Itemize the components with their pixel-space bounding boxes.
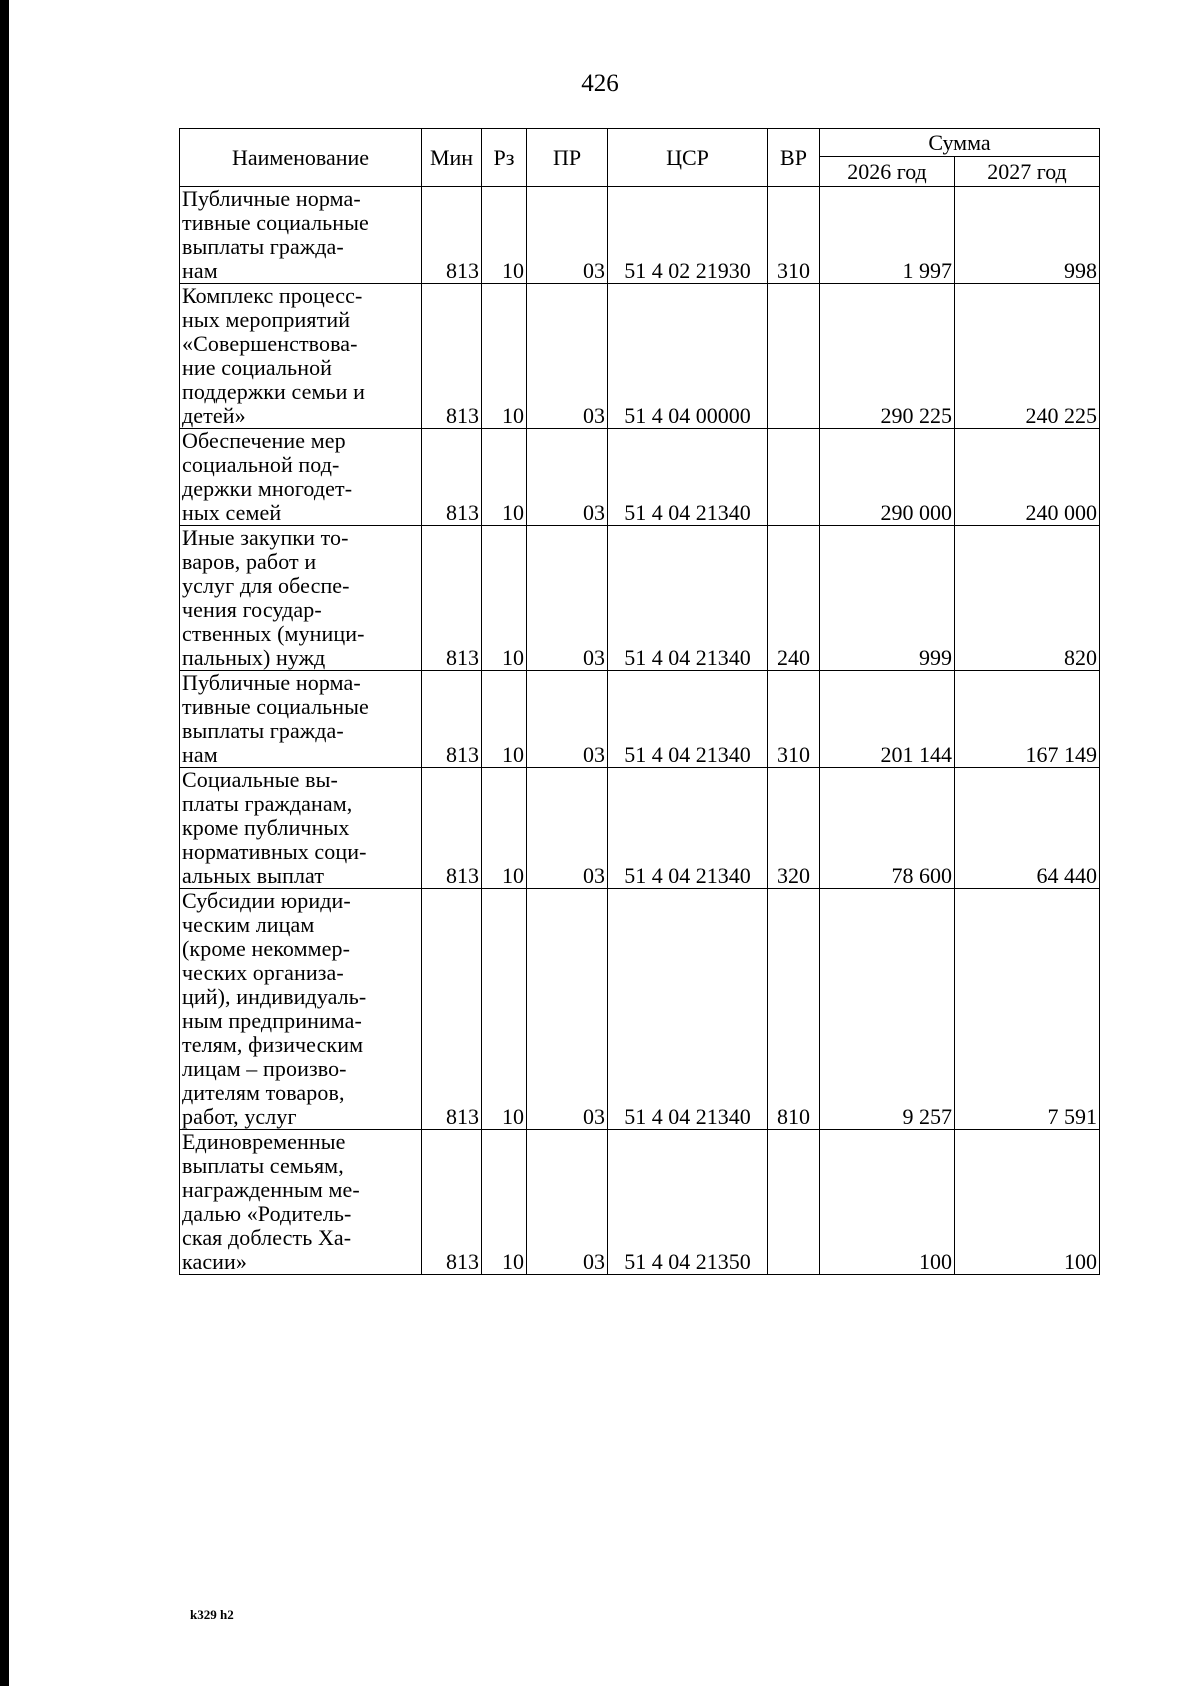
cell-2026: 100 [820,1130,955,1275]
cell-min: 813 [422,1130,482,1275]
cell-vr [768,429,820,526]
cell-min: 813 [422,671,482,768]
cell-2026: 78 600 [820,768,955,889]
header-sum: Сумма [820,129,1100,157]
cell-2027: 167 149 [955,671,1100,768]
cell-2027: 240 225 [955,284,1100,429]
cell-min: 813 [422,187,482,284]
page-number: 426 [581,70,619,97]
cell-pr: 03 [527,187,608,284]
cell-min: 813 [422,526,482,671]
header-vr: ВР [768,129,820,187]
cell-min: 813 [422,429,482,526]
cell-vr: 240 [768,526,820,671]
table-row [180,526,1100,671]
table-row [180,429,1100,526]
cell-2027: 998 [955,187,1100,284]
cell-name: Субсидии юриди- ческим лицам (кроме некоммер- ческих организа- ций), индивидуаль- ным предпринима- телям, физическим лицам – произво- дителям товаров, работ, услуг [180,889,422,1130]
header-rz: Рз [482,129,527,187]
cell-min: 813 [422,768,482,889]
cell-2027: 240 000 [955,429,1100,526]
scan-left-edge [0,0,9,1686]
cell-2027: 64 440 [955,768,1100,889]
table-row [180,889,1100,1130]
cell-2027: 100 [955,1130,1100,1275]
cell-min: 813 [422,889,482,1130]
cell-pr: 03 [527,671,608,768]
cell-rz: 10 [482,429,527,526]
table-row [180,671,1100,768]
header-min: Мин [422,129,482,187]
cell-name: Социальные вы- платы гражданам, кроме публичных нормативных соци- альных выплат [180,768,422,889]
cell-2026: 999 [820,526,955,671]
cell-csr: 51 4 04 21340 [608,526,768,671]
cell-name: Иные закупки то- варов, работ и услуг для обеспе- чения государ- ственных (муници- пальных) нужд [180,526,422,671]
cell-pr: 03 [527,768,608,889]
header-pr: ПР [527,129,608,187]
cell-2027: 820 [955,526,1100,671]
cell-rz: 10 [482,284,527,429]
cell-name: Обеспечение мер социальной под- держки многодет- ных семей [180,429,422,526]
cell-name: Комплекс процесс- ных мероприятий «Совершенствова- ние социальной поддержки семьи и детей» [180,284,422,429]
footer-code: k329 h2 [190,1607,234,1622]
cell-csr: 51 4 04 21350 [608,1130,768,1275]
cell-pr: 03 [527,284,608,429]
cell-csr: 51 4 04 21340 [608,429,768,526]
cell-vr: 310 [768,187,820,284]
cell-vr [768,284,820,429]
cell-vr [768,1130,820,1275]
cell-pr: 03 [527,889,608,1130]
cell-rz: 10 [482,187,527,284]
header-year-2026: 2026 год [820,157,955,187]
budget-table [179,128,1100,1275]
table-row [180,768,1100,889]
cell-min: 813 [422,284,482,429]
cell-pr: 03 [527,429,608,526]
cell-2026: 290 000 [820,429,955,526]
cell-csr: 51 4 04 21340 [608,671,768,768]
cell-pr: 03 [527,526,608,671]
cell-pr: 03 [527,1130,608,1275]
table-row [180,284,1100,429]
cell-rz: 10 [482,526,527,671]
cell-vr: 310 [768,671,820,768]
cell-2027: 7 591 [955,889,1100,1130]
cell-2026: 290 225 [820,284,955,429]
cell-rz: 10 [482,768,527,889]
table-row [180,187,1100,284]
cell-csr: 51 4 04 21340 [608,768,768,889]
header-csr: ЦСР [608,129,768,187]
cell-vr: 810 [768,889,820,1130]
table-body [180,187,1100,1275]
cell-csr: 51 4 02 21930 [608,187,768,284]
cell-name: Единовременные выплаты семьям, награжденным ме- далью «Родитель- ская доблесть Ха- касии» [180,1130,422,1275]
cell-rz: 10 [482,671,527,768]
cell-name: Публичные норма- тивные социальные выплаты граждa- нам [180,671,422,768]
header-row [180,129,1100,157]
cell-2026: 201 144 [820,671,955,768]
header-year-2027: 2027 год [955,157,1100,187]
header-name: Наименование [180,129,422,187]
cell-csr: 51 4 04 00000 [608,284,768,429]
cell-rz: 10 [482,1130,527,1275]
cell-2026: 9 257 [820,889,955,1130]
cell-rz: 10 [482,889,527,1130]
cell-2026: 1 997 [820,187,955,284]
cell-name: Публичные норма- тивные социальные выплаты граждa- нам [180,187,422,284]
cell-csr: 51 4 04 21340 [608,889,768,1130]
cell-vr: 320 [768,768,820,889]
table-row [180,1130,1100,1275]
